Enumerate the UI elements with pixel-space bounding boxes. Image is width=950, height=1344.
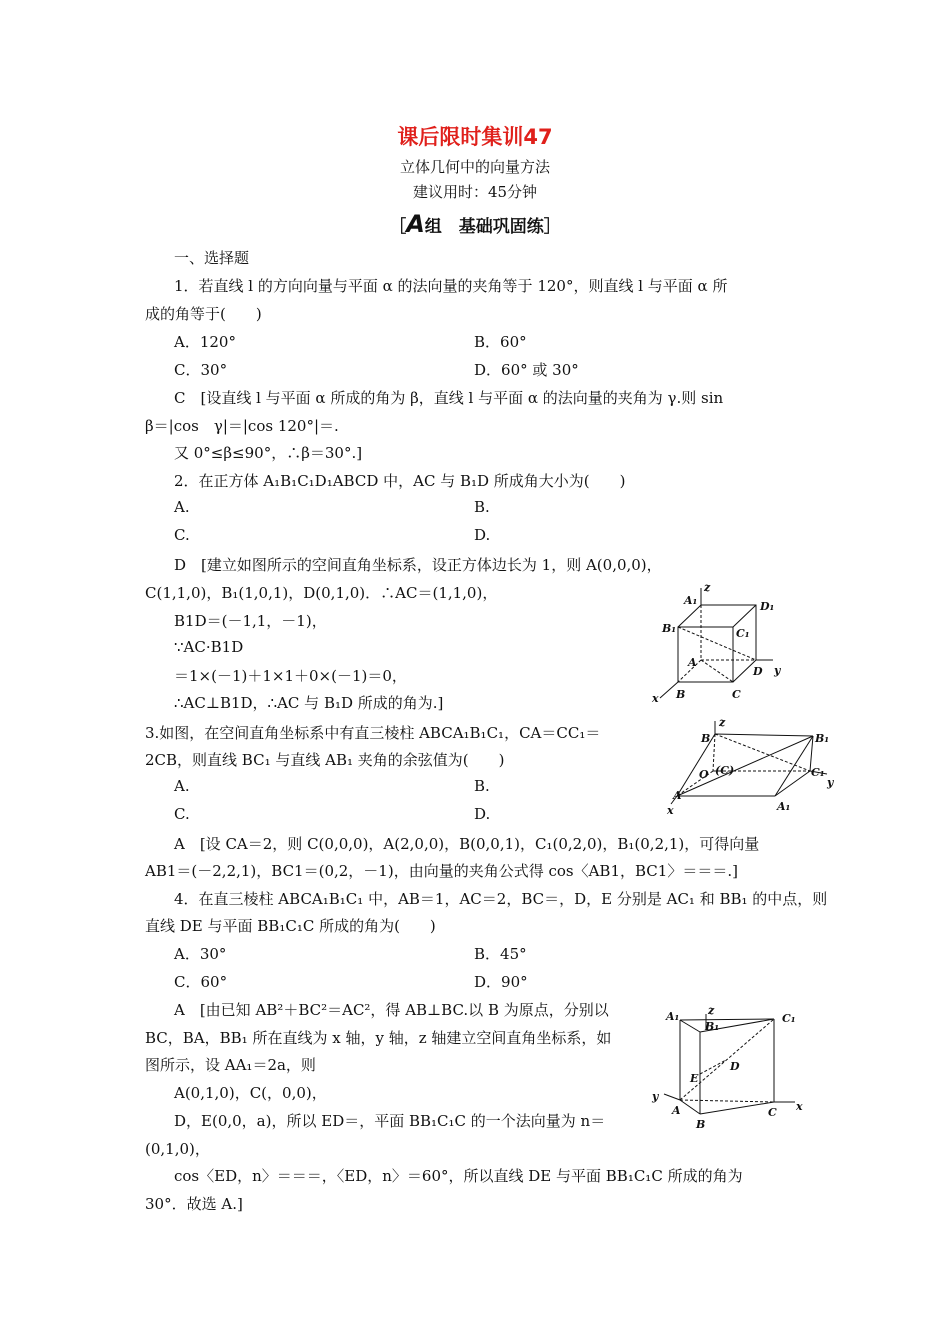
prism3-label-o: O (699, 768, 709, 781)
prism4-label-c: C (768, 1106, 777, 1119)
prism3-label-b1: B₁ (815, 732, 830, 745)
q2-option-c: C. (174, 526, 190, 544)
prism3-label-b: B (701, 732, 711, 745)
prism4-label-y: y (652, 1090, 659, 1103)
prism3-label-z: z (719, 716, 726, 729)
prism4-label-b: B (696, 1118, 706, 1131)
q4-answer-line5: D，E(0,0，a)，所以 ED＝，平面 BB₁C₁C 的一个法向量为 n＝ (174, 1112, 606, 1130)
q4-option-a: A．30° (174, 945, 227, 963)
prism3-label-c: (C) (715, 764, 735, 777)
prism-figure-q3 (665, 716, 840, 818)
cube-label-a: A (688, 656, 697, 669)
q1-answer-line1: C [设直线 l 与平面 α 所成的角为 β，直线 l 与平面 α 的法向量的夹角为 γ.则 sin (174, 389, 724, 407)
cube-label-c: C (732, 688, 741, 701)
q2-answer-line3: B1D＝(－1,1，－1)， (174, 612, 327, 630)
q3-line2: 2CB，则直线 BC₁ 与直线 AB₁ 夹角的余弦值为( ) (145, 751, 505, 769)
q4-answer-line3: 图所示，设 AA₁＝2a，则 (145, 1056, 316, 1074)
q4-option-c: C．60° (174, 973, 228, 991)
cube-label-d: D (753, 665, 763, 678)
cube-label-a1: A₁ (684, 594, 698, 607)
q4-answer-line8: 30°．故选 A.] (145, 1195, 243, 1213)
prism3-label-a: A (673, 789, 682, 802)
cube-label-x: x (652, 692, 659, 705)
prism4-label-x: x (796, 1100, 803, 1113)
q3-option-b: B. (474, 777, 490, 795)
q4-line2: 直线 DE 与平面 BB₁C₁C 所成的角为( ) (145, 917, 436, 935)
group-text: 组 基础巩固练 (424, 217, 544, 237)
prism4-label-d: D (730, 1060, 740, 1073)
prism4-label-a1: A₁ (666, 1010, 680, 1023)
q1-option-d: D．60° 或 30° (474, 361, 579, 379)
q4-answer-line7: cos〈ED，n〉＝＝＝，〈ED，n〉＝60°，所以直线 DE 与平面 BB₁C₁C 所成的角为 (174, 1167, 743, 1185)
q2-option-b: B. (474, 498, 490, 516)
q4-option-d: D．90° (474, 973, 528, 991)
prism4-label-z: z (708, 1004, 715, 1017)
cube-figure (648, 580, 788, 705)
q3-line1: 3.如图，在空间直角坐标系中有直三棱柱 ABCA₁B₁C₁，CA＝CC₁＝ (145, 724, 601, 742)
q4-option-b: B．45° (474, 945, 527, 963)
q3-answer-line2: AB1＝(－2,2,1)，BC1＝(0,2，－1)，由向量的夹角公式得 cos〈AB1，BC1〉＝＝＝.] (145, 862, 738, 880)
q3-option-d: D. (474, 805, 491, 823)
group-heading (0, 210, 950, 238)
cube-label-y: y (774, 664, 781, 677)
cube-label-z: z (704, 581, 711, 594)
prism4-label-b1: B₁ (705, 1020, 720, 1033)
prism4-label-c1: C₁ (782, 1012, 796, 1025)
prism4-label-e: E (690, 1072, 699, 1085)
q1-answer-line3: 又 0°≤β≤90°，∴β＝30°.] (174, 444, 363, 462)
suggested-time: 建议用时：45分钟 (412, 183, 538, 201)
prism3-label-x: x (667, 804, 674, 817)
q2-answer-line4: ∵AC·B1D (174, 638, 244, 656)
q4-answer-line4: A(0,1,0)，C(，0,0)， (174, 1084, 327, 1102)
group-bracket-open: ［ (389, 217, 407, 237)
prism3-label-c1: C₁ (811, 766, 825, 779)
q4-answer-line6: (0,1,0)， (145, 1140, 210, 1158)
q2-line1: 2．在正方体 A₁B₁C₁D₁ABCD 中，AC 与 B₁D 所成角大小为( ) (174, 472, 626, 490)
q2-answer-line2: C(1,1,0)，B₁(1,0,1)，D(0,1,0)．∴AC＝(1,1,0)， (145, 584, 498, 602)
cube-label-b: B (676, 688, 686, 701)
q2-answer-line6: ∴AC⊥B1D，∴AC 与 B₁D 所成的角为.] (174, 694, 444, 712)
page-subtitle: 立体几何中的向量方法 (399, 158, 550, 176)
prism3-label-y: y (827, 776, 834, 789)
q1-answer-line2: β＝|cos γ|＝|cos 120°|＝. (145, 417, 339, 435)
q3-option-c: C. (174, 805, 190, 823)
q4-answer-line1: A [由已知 AB²＋BC²＝AC²，得 AB⊥BC.以 B 为原点，分别以 (174, 1001, 609, 1019)
prism3-label-a1: A₁ (777, 800, 791, 813)
cube-label-b1: B₁ (662, 622, 677, 635)
cube-label-d1: D₁ (760, 600, 775, 613)
group-letter: A (406, 210, 425, 238)
q2-answer-line5: ＝1×(－1)＋1×1＋0×(－1)＝0， (174, 667, 407, 685)
q1-line1: 1．若直线 l 的方向向量与平面 α 的法向量的夹角等于 120°，则直线 l 与平面 α 所 (174, 277, 728, 295)
q2-option-a: A. (174, 498, 190, 516)
q2-answer-line1: D [建立如图所示的空间直角坐标系，设正方体边长为 1，则 A(0,0,0)， (174, 556, 662, 574)
q2-option-d: D. (474, 526, 491, 544)
q3-answer-line1: A [设 CA＝2，则 C(0,0,0)，A(2,0,0)，B(0,0,1)，C₁(0,2,0)，B₁(0,2,1)，可得向量 (174, 835, 760, 853)
q1-option-a: A．120° (174, 333, 236, 351)
prism4-label-a: A (672, 1104, 681, 1117)
q4-line1: 4．在直三棱柱 ABCA₁B₁C₁ 中，AB＝1，AC＝2，BC＝，D，E 分别是 AC₁ 和 BB₁ 的中点，则 (174, 890, 828, 908)
page-title: 课后限时集训47 (397, 125, 553, 149)
q3-option-a: A. (174, 777, 190, 795)
q4-answer-line2: BC，BA，BB₁ 所在直线为 x 轴，y 轴，z 轴建立空间直角坐标系，如 (145, 1029, 612, 1047)
cube-label-c1: C₁ (736, 627, 750, 640)
prism-figure-q4 (650, 1002, 810, 1132)
q1-option-b: B．60° (474, 333, 527, 351)
q1-line2: 成的角等于( ) (145, 305, 262, 323)
section-heading: 一、选择题 (174, 249, 250, 267)
q1-option-c: C．30° (174, 361, 228, 379)
group-bracket-close: ］ (543, 217, 561, 237)
